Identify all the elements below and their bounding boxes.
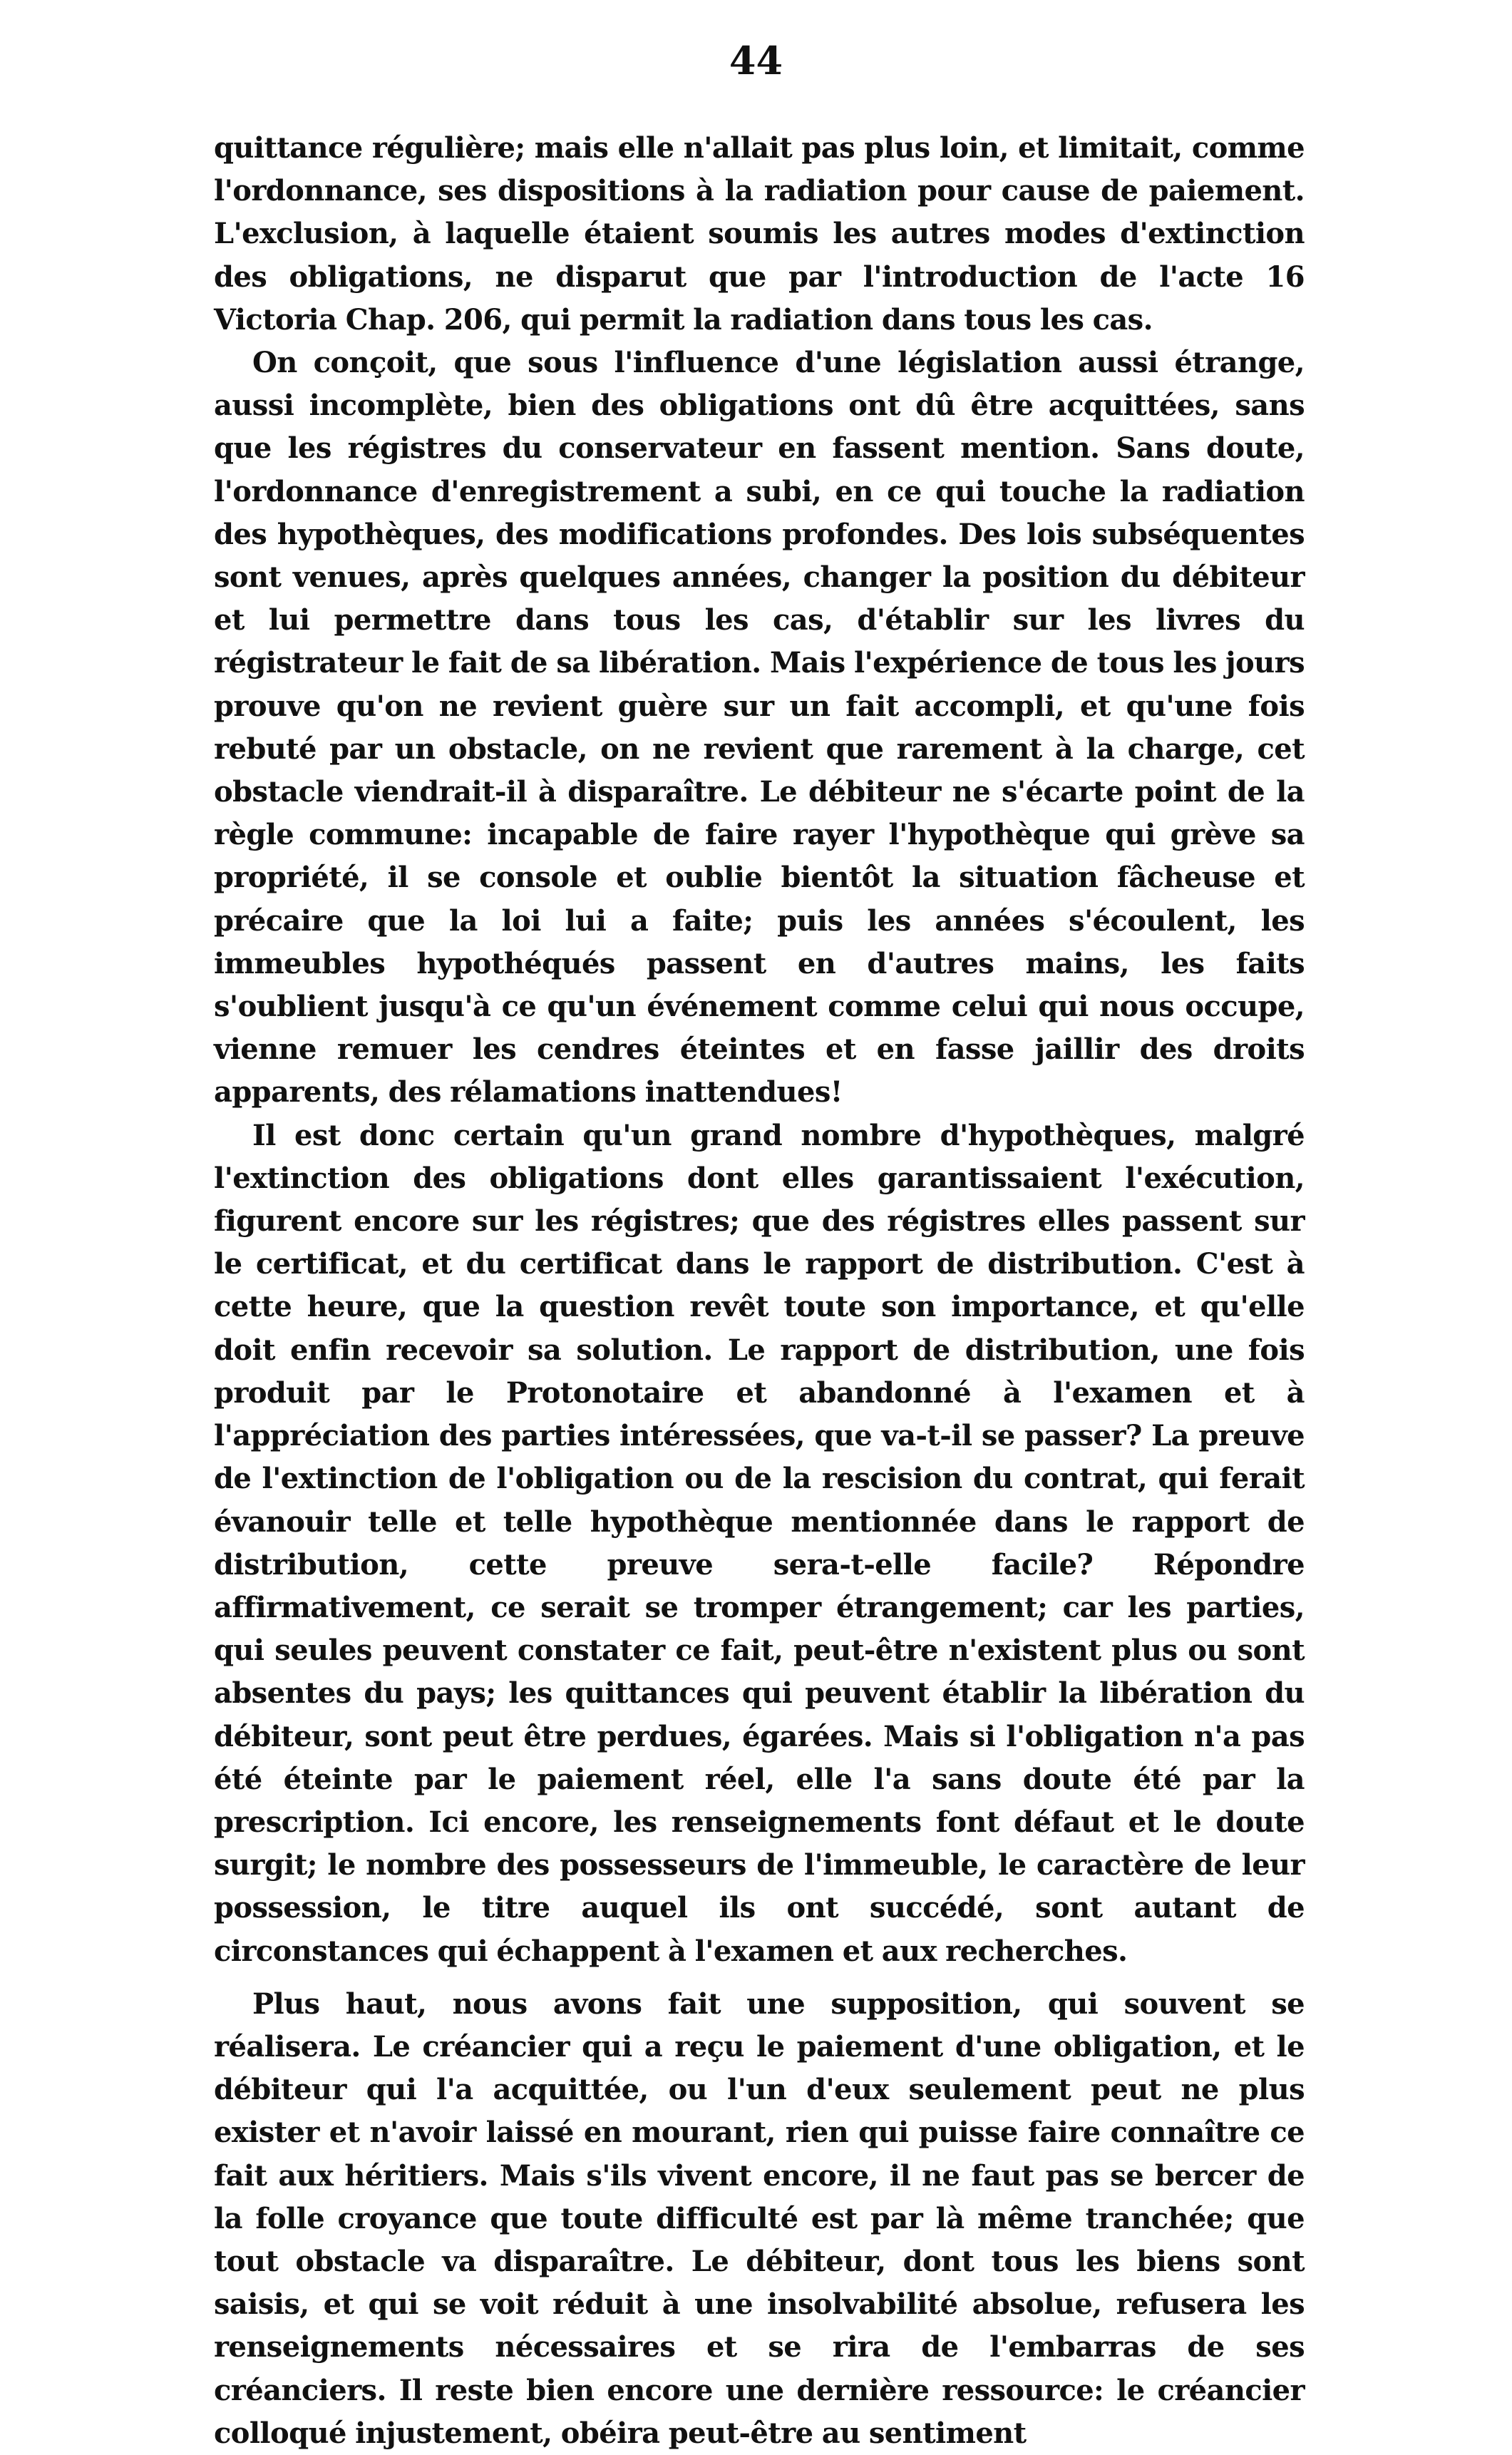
page-number: 44 (729, 38, 783, 83)
paragraph-4: Plus haut, nous avons fait une supposition, qui souvent se réalisera. Le créancier qui a reçu le paiement d'une obligation, et le débiteur qui l'a acquittée, ou l'un d'eux seulement peut ne plus exister et n'avoir laissé en mourant, rien qui puisse faire connaître ce fait aux héritiers. Mais s'ils vivent encore, il ne faut pas se bercer de la folle croyance que toute difficulté est par là même tranchée; que tout obstacle va disparaître. Le débiteur, dont tous les biens sont saisis, et qui se voit réduit à une insolvabilité absolue, refusera les renseignements nécessaires et se rira de l'embarras de ses créanciers. Il reste bien encore une dernière ressource: le créancier colloqué injustement, obéira peut-être au sentiment (214, 1987, 1305, 2450)
paragraph-2: On conçoit, que sous l'influence d'une législation aussi étrange, aussi incomplète, bien des obligations ont dû être acquittées, sans que les régistres du conservateur en fassent mention. Sans doute, l'ordonnance d'enregistrement a subi, en ce qui touche la radiation des hypothèques, des modifications profondes. Des lois subséquentes sont venues, après quelques années, changer la position du débiteur et lui permettre dans tous les cas, d'établir sur les livres du régistrateur le fait de sa libération. Mais l'expérience de tous les jours prouve qu'on ne revient guère sur un fait accompli, et qu'une fois rebuté par un obstacle, on ne revient que rarement à la charge, cet obstacle viendrait-il à disparaître. Le débiteur ne s'écarte point de la règle commune: incapable de faire rayer l'hypothèque qui grève sa propriété, il se console et oublie bientôt la situation fâcheuse et précaire que la loi lui a faite; puis les années s'écoulent, les immeubles hypothéqués passent en d'autres mains, les faits s'oublient jusqu'à ce qu'un événement comme celui qui nous occupe, vienne remuer les cendres éteintes et en fasse jaillir des droits apparents, des rélamations inattendues! (214, 346, 1305, 1109)
paragraph-1: quittance régulière; mais elle n'allait pas plus loin, et limitait, comme l'ordonnance, ses dispositions à la radiation pour cause de paiement. L'exclusion, à laquelle étaient soumis les autres modes d'extinction des obligations, ne disparut que par l'introduction de l'acte 16 Victoria Chap. 206, qui permit la radiation dans tous les cas. (214, 131, 1305, 337)
body-text (214, 127, 1305, 2455)
paragraph-3: Il est donc certain qu'un grand nombre d'hypothèques, malgré l'extinction des obligations dont elles garantissaient l'exécution, figurent encore sur les régistres; que des régistres elles passent sur le certificat, et du certificat dans le rapport de distribution. C'est à cette heure, que la question revêt toute son importance, et qu'elle doit enfin recevoir sa solution. Le rapport de distribution, une fois produit par le Protonotaire et abandonné à l'examen et à l'appréciation des parties intéressées, que va-t-il se passer? La preuve de l'extinction de l'obligation ou de la rescision du contrat, qui ferait évanouir telle et telle hypothèque mentionnée dans le rapport de distribution, cette preuve sera-t-elle facile? Répondre affirmativement, ce serait se tromper étrangement; car les parties, qui seules peuvent constater ce fait, peut-être n'existent plus ou sont absentes du pays; les quittances qui peuvent établir la libération du débiteur, sont peut être perdues, égarées. Mais si l'obligation n'a pas été éteinte par le paiement réel, elle l'a sans doute été par la prescription. Ici encore, les renseignements font défaut et le doute surgit; le nombre des possesseurs de l'immeuble, le caractère de leur possession, le titre auquel ils ont succédé, sont autant de circonstances qui échappent à l'examen et aux recherches. (214, 1118, 1305, 1968)
